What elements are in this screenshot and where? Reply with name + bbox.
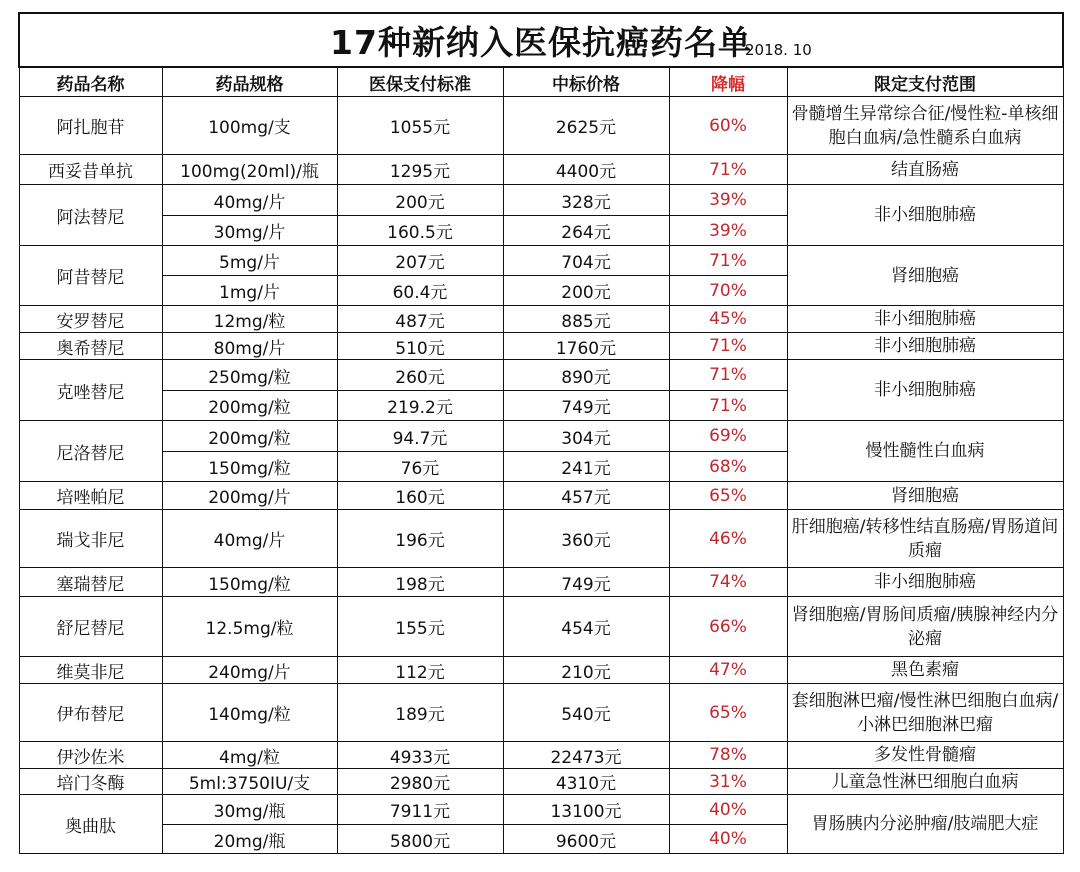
standard-cell: 1055元	[337, 97, 503, 155]
drug-name-cell: 舒尼替尼	[19, 597, 162, 657]
drop-cell: 74%	[669, 568, 787, 597]
drug-name-cell: 塞瑞替尼	[19, 568, 162, 597]
table-row	[19, 155, 1063, 185]
scope-cell: 肝细胞癌/转移性结直肠癌/胃肠道间质瘤	[787, 510, 1063, 568]
drop-cell: 65%	[669, 684, 787, 742]
table-row	[19, 482, 1063, 510]
drop-cell: 71%	[669, 391, 787, 421]
spec-cell: 40mg/片	[162, 185, 337, 216]
spec-cell: 40mg/片	[162, 510, 337, 568]
spec-cell: 150mg/粒	[162, 452, 337, 482]
drop-cell: 45%	[669, 306, 787, 333]
table-row	[19, 769, 1063, 795]
drop-cell: 60%	[669, 97, 787, 155]
spec-cell: 140mg/粒	[162, 684, 337, 742]
spec-cell: 80mg/片	[162, 333, 337, 360]
scope-cell: 非小细胞肺癌	[787, 185, 1063, 246]
bid-price-cell: 749元	[503, 568, 669, 597]
drug-name-cell: 阿昔替尼	[19, 246, 162, 306]
spec-cell: 30mg/瓶	[162, 795, 337, 825]
standard-cell: 207元	[337, 246, 503, 276]
standard-cell: 510元	[337, 333, 503, 360]
bid-price-cell: 304元	[503, 421, 669, 452]
standard-cell: 60.4元	[337, 276, 503, 306]
table-row	[19, 333, 1063, 360]
drug-name-cell: 培门冬酶	[19, 769, 162, 795]
standard-cell: 160元	[337, 482, 503, 510]
standard-cell: 198元	[337, 568, 503, 597]
scope-cell: 肾细胞癌/胃肠间质瘤/胰腺神经内分泌瘤	[787, 597, 1063, 657]
drop-cell: 68%	[669, 452, 787, 482]
scope-cell: 非小细胞肺癌	[787, 360, 1063, 421]
scope-cell: 胃肠胰内分泌肿瘤/肢端肥大症	[787, 795, 1063, 854]
bid-price-cell: 457元	[503, 482, 669, 510]
header-spec: 药品规格	[162, 67, 337, 97]
spec-cell: 200mg/片	[162, 482, 337, 510]
spec-cell: 200mg/粒	[162, 421, 337, 452]
drug-name-cell: 阿法替尼	[19, 185, 162, 246]
bid-price-cell: 704元	[503, 246, 669, 276]
drop-cell: 47%	[669, 657, 787, 684]
scope-cell: 慢性髓性白血病	[787, 421, 1063, 482]
drop-cell: 46%	[669, 510, 787, 568]
title-bar	[19, 13, 1063, 67]
spec-cell: 20mg/瓶	[162, 825, 337, 854]
date-label: 2018. 10	[745, 41, 812, 59]
drug-name-cell: 维莫非尼	[19, 657, 162, 684]
spec-cell: 30mg/片	[162, 216, 337, 246]
table-row	[19, 306, 1063, 333]
scope-cell: 非小细胞肺癌	[787, 568, 1063, 597]
bid-price-cell: 454元	[503, 597, 669, 657]
drug-name-cell: 克唑替尼	[19, 360, 162, 421]
drop-cell: 71%	[669, 155, 787, 185]
standard-cell: 260元	[337, 360, 503, 391]
drug-name-cell: 阿扎胞苷	[19, 97, 162, 155]
page-title: 17种新纳入医保抗癌药名单	[330, 22, 752, 62]
scope-cell: 结直肠癌	[787, 155, 1063, 185]
spec-cell: 240mg/片	[162, 657, 337, 684]
table-row	[19, 795, 1063, 825]
scope-cell: 肾细胞癌	[787, 482, 1063, 510]
drug-name-cell: 奥希替尼	[19, 333, 162, 360]
standard-cell: 189元	[337, 684, 503, 742]
drop-cell: 71%	[669, 333, 787, 360]
bid-price-cell: 9600元	[503, 825, 669, 854]
standard-cell: 219.2元	[337, 391, 503, 421]
spec-cell: 5ml:3750IU/支	[162, 769, 337, 795]
standard-cell: 196元	[337, 510, 503, 568]
header-scope: 限定支付范围	[787, 67, 1063, 97]
standard-cell: 4933元	[337, 742, 503, 769]
standard-cell: 200元	[337, 185, 503, 216]
scope-cell: 套细胞淋巴瘤/慢性淋巴细胞白血病/小淋巴细胞淋巴瘤	[787, 684, 1063, 742]
table-body	[19, 97, 1063, 854]
spec-cell: 200mg/粒	[162, 391, 337, 421]
drop-cell: 78%	[669, 742, 787, 769]
standard-cell: 112元	[337, 657, 503, 684]
table-row	[19, 597, 1063, 657]
drop-cell: 40%	[669, 795, 787, 825]
table-row	[19, 568, 1063, 597]
bid-price-cell: 13100元	[503, 795, 669, 825]
spec-cell: 1mg/片	[162, 276, 337, 306]
header-bid-price: 中标价格	[503, 67, 669, 97]
standard-cell: 76元	[337, 452, 503, 482]
header-drop: 降幅	[669, 67, 787, 97]
drop-cell: 70%	[669, 276, 787, 306]
scope-cell: 黑色素瘤	[787, 657, 1063, 684]
drug-table	[18, 12, 1064, 854]
bid-price-cell: 4310元	[503, 769, 669, 795]
spec-cell: 12mg/粒	[162, 306, 337, 333]
drug-name-cell: 安罗替尼	[19, 306, 162, 333]
header-standard: 医保支付标准	[337, 67, 503, 97]
scope-cell: 多发性骨髓瘤	[787, 742, 1063, 769]
table-row	[19, 657, 1063, 684]
drop-cell: 39%	[669, 216, 787, 246]
table-row	[19, 421, 1063, 452]
spec-cell: 5mg/片	[162, 246, 337, 276]
scope-cell: 非小细胞肺癌	[787, 333, 1063, 360]
bid-price-cell: 241元	[503, 452, 669, 482]
drug-name-cell: 西妥昔单抗	[19, 155, 162, 185]
header-drug-name: 药品名称	[19, 67, 162, 97]
standard-cell: 1295元	[337, 155, 503, 185]
drop-cell: 40%	[669, 825, 787, 854]
scope-cell: 骨髓增生异常综合征/慢性粒-单核细胞白血病/急性髓系白血病	[787, 97, 1063, 155]
table-row	[19, 97, 1063, 155]
drug-name-cell: 奥曲肽	[19, 795, 162, 854]
drug-name-cell: 培唑帕尼	[19, 482, 162, 510]
bid-price-cell: 210元	[503, 657, 669, 684]
table-row	[19, 246, 1063, 276]
table-row	[19, 185, 1063, 216]
standard-cell: 487元	[337, 306, 503, 333]
drop-cell: 71%	[669, 246, 787, 276]
drop-cell: 69%	[669, 421, 787, 452]
drop-cell: 39%	[669, 185, 787, 216]
drug-name-cell: 伊布替尼	[19, 684, 162, 742]
bid-price-cell: 200元	[503, 276, 669, 306]
drug-list-document	[18, 12, 1062, 864]
standard-cell: 155元	[337, 597, 503, 657]
standard-cell: 160.5元	[337, 216, 503, 246]
bid-price-cell: 749元	[503, 391, 669, 421]
table-row	[19, 360, 1063, 391]
spec-cell: 100mg/支	[162, 97, 337, 155]
spec-cell: 150mg/粒	[162, 568, 337, 597]
header-row	[19, 67, 1063, 97]
standard-cell: 5800元	[337, 825, 503, 854]
bid-price-cell: 2625元	[503, 97, 669, 155]
bid-price-cell: 360元	[503, 510, 669, 568]
scope-cell: 非小细胞肺癌	[787, 306, 1063, 333]
spec-cell: 100mg(20ml)/瓶	[162, 155, 337, 185]
bid-price-cell: 22473元	[503, 742, 669, 769]
scope-cell: 肾细胞癌	[787, 246, 1063, 306]
standard-cell: 7911元	[337, 795, 503, 825]
spec-cell: 4mg/粒	[162, 742, 337, 769]
bid-price-cell: 1760元	[503, 333, 669, 360]
bid-price-cell: 890元	[503, 360, 669, 391]
drop-cell: 66%	[669, 597, 787, 657]
drop-cell: 65%	[669, 482, 787, 510]
spec-cell: 250mg/粒	[162, 360, 337, 391]
scope-cell: 儿童急性淋巴细胞白血病	[787, 769, 1063, 795]
table-row	[19, 742, 1063, 769]
bid-price-cell: 540元	[503, 684, 669, 742]
table-row	[19, 684, 1063, 742]
bid-price-cell: 4400元	[503, 155, 669, 185]
bid-price-cell: 328元	[503, 185, 669, 216]
drop-cell: 31%	[669, 769, 787, 795]
drop-cell: 71%	[669, 360, 787, 391]
standard-cell: 2980元	[337, 769, 503, 795]
bid-price-cell: 264元	[503, 216, 669, 246]
drug-name-cell: 伊沙佐米	[19, 742, 162, 769]
drug-name-cell: 尼洛替尼	[19, 421, 162, 482]
bid-price-cell: 885元	[503, 306, 669, 333]
standard-cell: 94.7元	[337, 421, 503, 452]
spec-cell: 12.5mg/粒	[162, 597, 337, 657]
table-row	[19, 510, 1063, 568]
drug-name-cell: 瑞戈非尼	[19, 510, 162, 568]
